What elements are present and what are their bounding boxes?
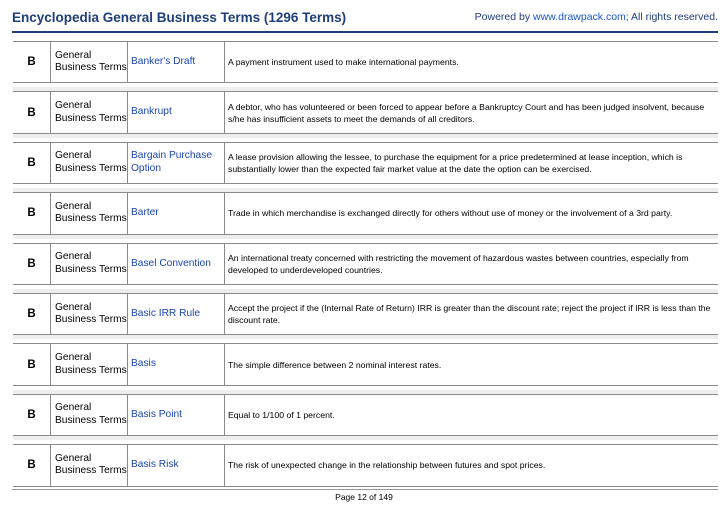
- drawpack-link[interactable]: www.drawpack.com: [533, 11, 626, 23]
- definition-cell: Accept the project if the (Internal Rate of Return) IRR is greater than the discount rate; reject the project if IRR is less than the discount rate.: [224, 294, 718, 334]
- letter-cell: B: [27, 156, 36, 169]
- term-cell[interactable]: Bargain Purchase Option: [127, 143, 224, 183]
- category-cell: General Business Terms: [50, 395, 127, 435]
- title-text: Encyclopedia General Business Terms: [12, 10, 261, 25]
- term-cell[interactable]: Basel Convention: [127, 244, 224, 284]
- table-row: [13, 440, 718, 490]
- definition-cell: A lease provision allowing the lessee, to purchase the equipment for a price predetermined at lease inception, which is substantially lower than the expected fair market value at the date the option can be exercised.: [224, 143, 718, 183]
- table-row: [13, 138, 718, 188]
- definition-cell: Equal to 1/100 of 1 percent.: [224, 395, 718, 435]
- table-row: [13, 239, 718, 289]
- table-row: [13, 188, 718, 238]
- letter-cell: B: [27, 257, 36, 270]
- term-count: (1296 Terms): [263, 10, 347, 25]
- powered-suffix: ; All rights reserved.: [625, 11, 718, 23]
- category-cell: General Business Terms: [50, 294, 127, 334]
- definition-cell: Trade in which merchandise is exchanged directly for others without use of money or the involvement of a 3rd party.: [224, 193, 718, 233]
- letter-cell: B: [27, 207, 36, 220]
- definition-cell: An international treaty concerned with restricting the movement of hazardous wastes between countries, especially from developed to underdeveloped countries.: [224, 244, 718, 284]
- term-cell[interactable]: Basic IRR Rule: [127, 294, 224, 334]
- letter-cell: B: [27, 358, 36, 371]
- table-row: [13, 339, 718, 389]
- letter-cell: B: [27, 308, 36, 321]
- terms-table: [13, 37, 718, 491]
- term-cell[interactable]: Basis Point: [127, 395, 224, 435]
- definition-cell: The risk of unexpected change in the relationship between futures and spot prices.: [224, 445, 718, 485]
- table-row: [13, 37, 718, 87]
- letter-cell: B: [27, 459, 36, 472]
- definition-cell: The simple difference between 2 nominal interest rates.: [224, 344, 718, 384]
- table-row: [13, 390, 718, 440]
- powered-prefix: Powered by: [474, 11, 534, 23]
- header-divider: [12, 31, 718, 33]
- category-cell: General Business Terms: [50, 92, 127, 132]
- letter-cell: B: [27, 56, 36, 69]
- category-cell: General Business Terms: [50, 344, 127, 384]
- powered-by: [475, 11, 718, 23]
- definition-cell: A debtor, who has volunteered or been forced to appear before a Bankruptcy Court and has been judged insolvent, because s/he has insufficient assets to meet the demands of all creditors.: [224, 92, 718, 132]
- term-cell[interactable]: Basis Risk: [127, 445, 224, 485]
- category-cell: General Business Terms: [50, 244, 127, 284]
- category-cell: General Business Terms: [50, 42, 127, 82]
- definition-cell: A payment instrument used to make international payments.: [224, 42, 718, 82]
- category-cell: General Business Terms: [50, 143, 127, 183]
- term-cell[interactable]: Bankrupt: [127, 92, 224, 132]
- term-cell[interactable]: Basis: [127, 344, 224, 384]
- table-row: [13, 289, 718, 339]
- page-header: [12, 7, 718, 29]
- term-cell[interactable]: Barter: [127, 193, 224, 233]
- term-cell[interactable]: Banker's Draft: [127, 42, 224, 82]
- letter-cell: B: [27, 106, 36, 119]
- letter-cell: B: [27, 408, 36, 421]
- category-cell: General Business Terms: [50, 445, 127, 485]
- category-cell: General Business Terms: [50, 193, 127, 233]
- page-number: Page 12 of 149: [335, 492, 393, 502]
- table-row: [13, 87, 718, 137]
- document-title: [12, 10, 346, 25]
- footer-divider: [12, 489, 718, 490]
